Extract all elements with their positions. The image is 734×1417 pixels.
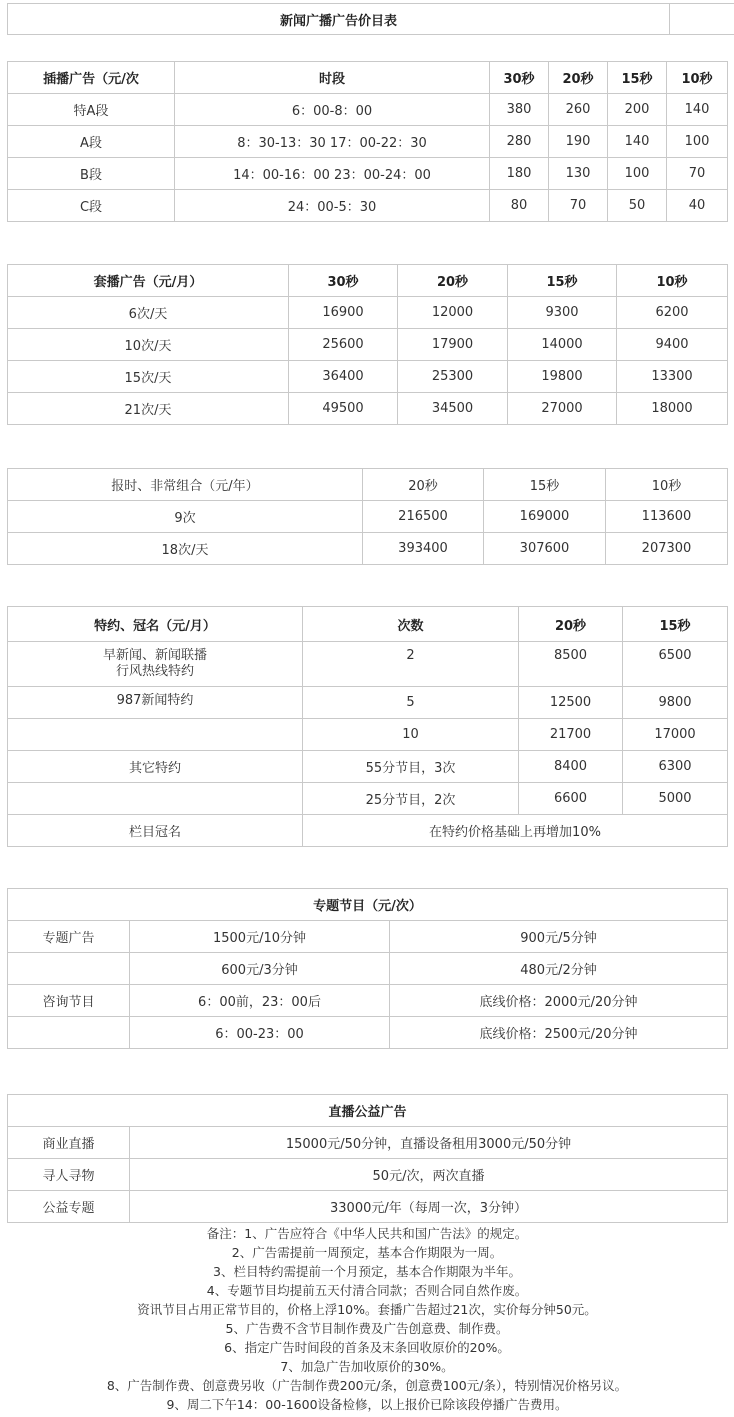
title-empty-cell — [670, 4, 734, 35]
table-cell: 8400 — [519, 751, 623, 783]
table-cell: 15次/天 — [8, 361, 289, 393]
table-row — [8, 1191, 728, 1223]
note-line: 5、广告费不含节目制作费及广告创意费、制作费。 — [225, 1321, 509, 1336]
table-cell: 6600 — [519, 783, 623, 815]
table-cell: 180 — [490, 158, 549, 190]
table-cell: 55分节目，3次 — [303, 751, 519, 783]
table-cell: 寻人寻物 — [8, 1159, 130, 1191]
table-row — [8, 783, 728, 815]
note-line: 7、加急广告加收原价的30%。 — [280, 1359, 454, 1374]
table-cell: 987新闻特约 — [8, 687, 303, 719]
table-cell: 100 — [608, 158, 667, 190]
table-cell: 6次/天 — [8, 297, 289, 329]
table-cell: 50元/次，两次直播 — [130, 1159, 728, 1191]
table-cell: 底线价格：2000元/20分钟 — [390, 985, 728, 1017]
table-row — [8, 158, 728, 190]
table-cell: 50 — [608, 190, 667, 222]
table-cell: 34500 — [398, 393, 508, 425]
table-row — [8, 719, 728, 751]
table-row — [8, 815, 728, 847]
table-cell: 17000 — [623, 719, 728, 751]
column-header: 时段 — [175, 62, 490, 94]
table-cell — [8, 719, 303, 751]
table-cell: 70 — [667, 158, 728, 190]
table-row — [8, 1127, 728, 1159]
table-header-row — [8, 469, 728, 501]
column-header: 15秒 — [484, 469, 606, 501]
column-header: 15秒 — [623, 607, 728, 642]
table-row — [8, 190, 728, 222]
table-row — [8, 751, 728, 783]
column-header: 20秒 — [363, 469, 484, 501]
table-cell: 其它特约 — [8, 751, 303, 783]
table-cell: 专题广告 — [8, 921, 130, 953]
table-cell — [8, 783, 303, 815]
table-cell — [8, 1017, 130, 1049]
table-row — [8, 501, 728, 533]
table-row — [8, 953, 728, 985]
note-line: 3、栏目特约需提前一个月预定，基本合作期限为半年。 — [213, 1264, 521, 1279]
table-cell: 商业直播 — [8, 1127, 130, 1159]
table-cell: 底线价格：2500元/20分钟 — [390, 1017, 728, 1049]
sponsor-name-line: 行风热线特约 — [115, 664, 194, 679]
package-ad-table — [7, 264, 728, 425]
table-cell: 9300 — [508, 297, 617, 329]
table-cell: 13300 — [617, 361, 728, 393]
table-cell: 1500元/10分钟 — [130, 921, 390, 953]
table-cell: 280 — [490, 126, 549, 158]
table-row — [8, 393, 728, 425]
column-header: 30秒 — [490, 62, 549, 94]
time-signal-table — [7, 468, 728, 565]
table-header-row — [8, 1095, 728, 1127]
table-cell: 100 — [667, 126, 728, 158]
table-cell: 5000 — [623, 783, 728, 815]
note-line: 4、专题节目均提前五天付清合同款；否则合同自然作废。 — [206, 1283, 528, 1298]
table-row — [8, 687, 728, 719]
table-cell: 140 — [667, 94, 728, 126]
column-header: 20秒 — [398, 265, 508, 297]
table-header-row — [8, 62, 728, 94]
table-row — [8, 1159, 728, 1191]
column-header: 20秒 — [549, 62, 608, 94]
column-header: 15秒 — [508, 265, 617, 297]
column-header: 10秒 — [606, 469, 728, 501]
table-cell: 12500 — [519, 687, 623, 719]
column-header: 报时、非常组合（元/年） — [8, 469, 363, 501]
table-cell: 900元/5分钟 — [390, 921, 728, 953]
table-title: 专题节目（元/次） — [8, 889, 728, 921]
column-header: 插播广告（元/次 — [8, 62, 175, 94]
table-cell: 80 — [490, 190, 549, 222]
table-cell — [8, 642, 303, 687]
table-cell: 40 — [667, 190, 728, 222]
table-cell: 33000元/年（每周一次，3分钟） — [130, 1191, 728, 1223]
table-cell: 113600 — [606, 501, 728, 533]
column-header: 特约、冠名（元/月） — [8, 607, 303, 642]
table-cell: 49500 — [289, 393, 398, 425]
note-line: 8、广告制作费、创意费另收（广告制作费200元/条，创意费100元/条），特别情况价格另议。 — [106, 1378, 628, 1393]
table-cell: 18000 — [617, 393, 728, 425]
table-row — [8, 1017, 728, 1049]
column-header: 次数 — [303, 607, 519, 642]
table-cell: 咨询节目 — [8, 985, 130, 1017]
table-cell: 9800 — [623, 687, 728, 719]
table-cell: 70 — [549, 190, 608, 222]
note-line: 2、广告需提前一周预定，基本合作期限为一周。 — [231, 1245, 503, 1260]
table-cell: 9400 — [617, 329, 728, 361]
table-header-row — [8, 607, 728, 642]
note-line: 6、指定广告时间段的首条及末条回收原价的20%。 — [224, 1340, 510, 1355]
table-cell: 36400 — [289, 361, 398, 393]
table-cell: 200 — [608, 94, 667, 126]
live-public-ad-table — [7, 1094, 728, 1223]
table-cell: 25300 — [398, 361, 508, 393]
table-cell: 14000 — [508, 329, 617, 361]
table-cell: 栏目冠名 — [8, 815, 303, 847]
table-cell: 6：00前，23：00后 — [130, 985, 390, 1017]
note-line: 资讯节目占用正常节目的，价格上浮10%。套播广告超过21次，实价每分钟50元。 — [137, 1302, 597, 1317]
table-cell: 216500 — [363, 501, 484, 533]
table-row — [8, 921, 728, 953]
note-line: 备注：1、广告应符合《中华人民共和国广告法》的规定。 — [206, 1226, 528, 1241]
table-cell: 307600 — [484, 533, 606, 565]
table-row — [8, 361, 728, 393]
table-row — [8, 642, 728, 687]
table-cell: 10 — [303, 719, 519, 751]
table-cell: 260 — [549, 94, 608, 126]
table-cell: 2 — [303, 642, 519, 687]
table-cell: 5 — [303, 687, 519, 719]
table-cell: 130 — [549, 158, 608, 190]
column-header: 20秒 — [519, 607, 623, 642]
table-cell: 6：00-8：00 — [175, 94, 490, 126]
column-header: 30秒 — [289, 265, 398, 297]
table-row — [8, 297, 728, 329]
table-cell: 207300 — [606, 533, 728, 565]
special-program-table — [7, 888, 728, 1049]
notes — [0, 1224, 734, 1414]
table-cell: 480元/2分钟 — [390, 953, 728, 985]
table-row — [8, 94, 728, 126]
table-cell: 特A段 — [8, 94, 175, 126]
table-cell: C段 — [8, 190, 175, 222]
column-header: 10秒 — [667, 62, 728, 94]
table-cell: 6500 — [623, 642, 728, 687]
table-title: 直播公益广告 — [8, 1095, 728, 1127]
column-header: 套播广告（元/月） — [8, 265, 289, 297]
table-cell: 6：00-23：00 — [130, 1017, 390, 1049]
table-cell: 25分节目，2次 — [303, 783, 519, 815]
table-cell: 12000 — [398, 297, 508, 329]
table-cell: 10次/天 — [8, 329, 289, 361]
table-cell: 在特约价格基础上再增加10% — [303, 815, 728, 847]
column-header: 15秒 — [608, 62, 667, 94]
note-line: 9、周二下午14：00-1600设备检修，以上报价已除该段停播广告费用。 — [166, 1397, 568, 1412]
table-cell: 8500 — [519, 642, 623, 687]
table-cell: 9次 — [8, 501, 363, 533]
column-header: 10秒 — [617, 265, 728, 297]
insert-ad-table — [7, 61, 728, 222]
table-cell: 18次/天 — [8, 533, 363, 565]
table-cell: 16900 — [289, 297, 398, 329]
table-cell: A段 — [8, 126, 175, 158]
table-cell: 公益专题 — [8, 1191, 130, 1223]
table-cell: 15000元/50分钟，直播设备租用3000元/50分钟 — [130, 1127, 728, 1159]
table-cell: 393400 — [363, 533, 484, 565]
table-cell: 24：00-5：30 — [175, 190, 490, 222]
table-cell: 169000 — [484, 501, 606, 533]
table-cell: B段 — [8, 158, 175, 190]
table-header-row — [8, 889, 728, 921]
table-cell: 27000 — [508, 393, 617, 425]
table-row — [8, 533, 728, 565]
table-cell: 19800 — [508, 361, 617, 393]
sponsor-name-line: 早新闻、新闻联播 — [102, 648, 207, 663]
sponsorship-table — [7, 606, 728, 847]
title-table — [7, 3, 734, 35]
table-cell: 380 — [490, 94, 549, 126]
table-row — [8, 985, 728, 1017]
table-cell: 17900 — [398, 329, 508, 361]
table-cell: 140 — [608, 126, 667, 158]
table-cell: 21次/天 — [8, 393, 289, 425]
table-cell: 14：00-16：00 23：00-24：00 — [175, 158, 490, 190]
table-cell: 190 — [549, 126, 608, 158]
table-cell: 21700 — [519, 719, 623, 751]
table-cell: 600元/3分钟 — [130, 953, 390, 985]
table-cell: 8：30-13：30 17：00-22：30 — [175, 126, 490, 158]
table-cell: 6300 — [623, 751, 728, 783]
table-cell: 6200 — [617, 297, 728, 329]
table-row — [8, 329, 728, 361]
table-row — [8, 126, 728, 158]
table-cell: 25600 — [289, 329, 398, 361]
table-header-row — [8, 265, 728, 297]
page-title: 新闻广播广告价目表 — [8, 4, 670, 35]
table-cell — [8, 953, 130, 985]
